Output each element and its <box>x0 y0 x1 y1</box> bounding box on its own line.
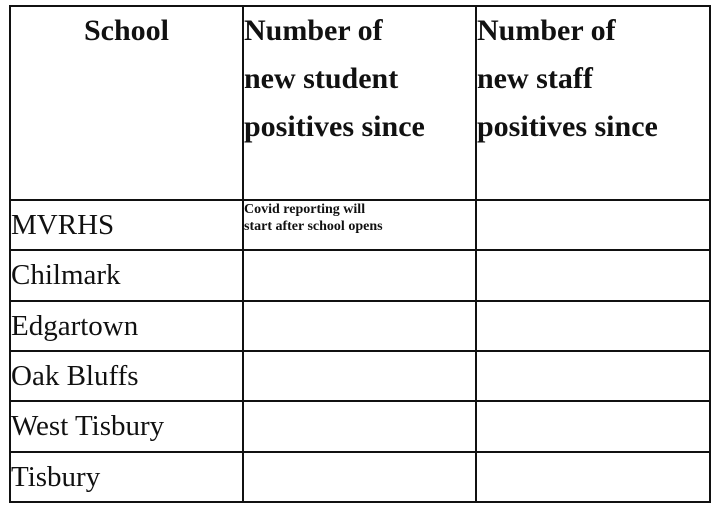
header-student-line-2: new student <box>244 62 399 95</box>
header-staff-line-1: Number of <box>477 14 616 47</box>
student-positives-cell <box>243 452 476 502</box>
student-positives-cell <box>243 351 476 401</box>
staff-positives-cell <box>476 200 710 250</box>
student-positives-cell <box>243 200 476 250</box>
staff-positives-cell <box>476 301 710 351</box>
student-positives-cell <box>243 401 476 451</box>
table-row <box>10 452 710 502</box>
header-row <box>10 6 710 200</box>
school-name: MVRHS <box>10 200 243 250</box>
header-staff-line-3: positives since <box>477 110 658 143</box>
staff-positives-cell <box>476 452 710 502</box>
table-row <box>10 351 710 401</box>
table-row <box>10 401 710 451</box>
staff-positives-cell <box>476 401 710 451</box>
reporting-note-line-1: Covid reporting will <box>244 202 366 218</box>
header-student-positives <box>243 6 476 200</box>
table-row <box>10 250 710 300</box>
table-row <box>10 301 710 351</box>
header-school <box>10 6 243 200</box>
header-staff-line-2: new staff <box>477 62 593 95</box>
header-student-line-3: positives since <box>244 110 425 143</box>
table-row <box>10 200 710 250</box>
school-name: Oak Bluffs <box>10 351 243 401</box>
staff-positives-cell <box>476 351 710 401</box>
school-name: Edgartown <box>10 301 243 351</box>
header-school-label: School <box>83 14 170 47</box>
header-staff-positives <box>476 6 710 200</box>
school-name: Tisbury <box>10 452 243 502</box>
student-positives-cell <box>243 250 476 300</box>
header-student-line-1: Number of <box>244 14 383 47</box>
school-name: Chilmark <box>10 250 243 300</box>
covid-reporting-table <box>9 5 711 503</box>
student-positives-cell <box>243 301 476 351</box>
school-name: West Tisbury <box>10 401 243 451</box>
reporting-note-line-2: start after school opens <box>244 219 383 235</box>
staff-positives-cell <box>476 250 710 300</box>
